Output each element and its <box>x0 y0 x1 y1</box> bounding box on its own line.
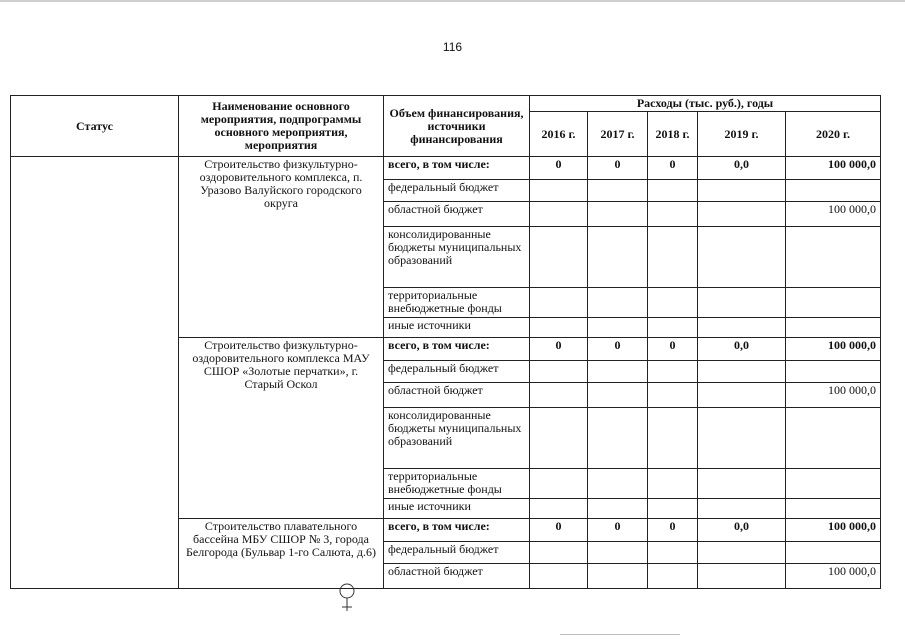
source-total: всего, в том числе: <box>384 519 530 542</box>
value-2020: 100 000,0 <box>786 338 881 361</box>
source-federal: федеральный бюджет <box>384 361 530 383</box>
header-expenses: Расходы (тыс. руб.), годы <box>530 96 881 112</box>
header-year-2016: 2016 г. <box>530 112 588 157</box>
source-municipal: консолидированные бюджеты муниципальных образований <box>384 227 530 288</box>
header-volume: Объем финансирования, источники финансирования <box>384 96 530 157</box>
event-name: Строительство плавательного бассейна МБУ СШОР № 3, города Белгорода (Бульвар 1-го Салюта, д.6) <box>179 519 384 589</box>
source-total: всего, в том числе: <box>384 157 530 180</box>
header-status: Статус <box>11 96 179 157</box>
status-cell <box>11 157 179 589</box>
value-2020: 100 000,0 <box>786 202 881 227</box>
header-year-2020: 2020 г. <box>786 112 881 157</box>
value-2017: 0 <box>588 338 648 361</box>
source-other: иные источники <box>384 499 530 519</box>
value-2019: 0,0 <box>698 157 786 180</box>
source-regional: областной бюджет <box>384 383 530 408</box>
value-2017: 0 <box>588 157 648 180</box>
value-2016: 0 <box>530 157 588 180</box>
value-2020: 100 000,0 <box>786 383 881 408</box>
source-regional: областной бюджет <box>384 564 530 589</box>
source-municipal: консолидированные бюджеты муниципальных образований <box>384 408 530 469</box>
value-2016: 0 <box>530 519 588 542</box>
source-total: всего, в том числе: <box>384 338 530 361</box>
value-2016: 0 <box>530 338 588 361</box>
event-name: Строительство физкультурно-оздоровительного комплекса, п. Уразово Валуйского городского округа <box>179 157 384 338</box>
event-name: Строительство физкультурно-оздоровительного комплекса МАУ СШОР «Золотые перчатки», г. Старый Оскол <box>179 338 384 519</box>
value-2020: 100 000,0 <box>786 519 881 542</box>
source-territorial: территориальные внебюджетные фонды <box>384 469 530 499</box>
value-2018: 0 <box>648 157 698 180</box>
source-other: иные источники <box>384 318 530 338</box>
header-year-2017: 2017 г. <box>588 112 648 157</box>
header-name: Наименование основного мероприятия, подпрограммы основного мероприятия, мероприятия <box>179 96 384 157</box>
value-2019: 0,0 <box>698 519 786 542</box>
value-2019: 0,0 <box>698 338 786 361</box>
scan-edge-top <box>0 0 905 2</box>
value-2020: 100 000,0 <box>786 564 881 589</box>
header-year-2019: 2019 г. <box>698 112 786 157</box>
value-2018: 0 <box>648 519 698 542</box>
value-2020: 100 000,0 <box>786 157 881 180</box>
value-2017: 0 <box>588 519 648 542</box>
budget-table <box>10 95 881 589</box>
source-federal: федеральный бюджет <box>384 542 530 564</box>
page-number: 116 <box>442 40 463 54</box>
source-federal: федеральный бюджет <box>384 180 530 202</box>
table-row <box>11 157 881 180</box>
header-year-2018: 2018 г. <box>648 112 698 157</box>
source-regional: областной бюджет <box>384 202 530 227</box>
value-2018: 0 <box>648 338 698 361</box>
source-territorial: территориальные внебюджетные фонды <box>384 288 530 318</box>
scan-edge-bottom <box>560 634 680 635</box>
